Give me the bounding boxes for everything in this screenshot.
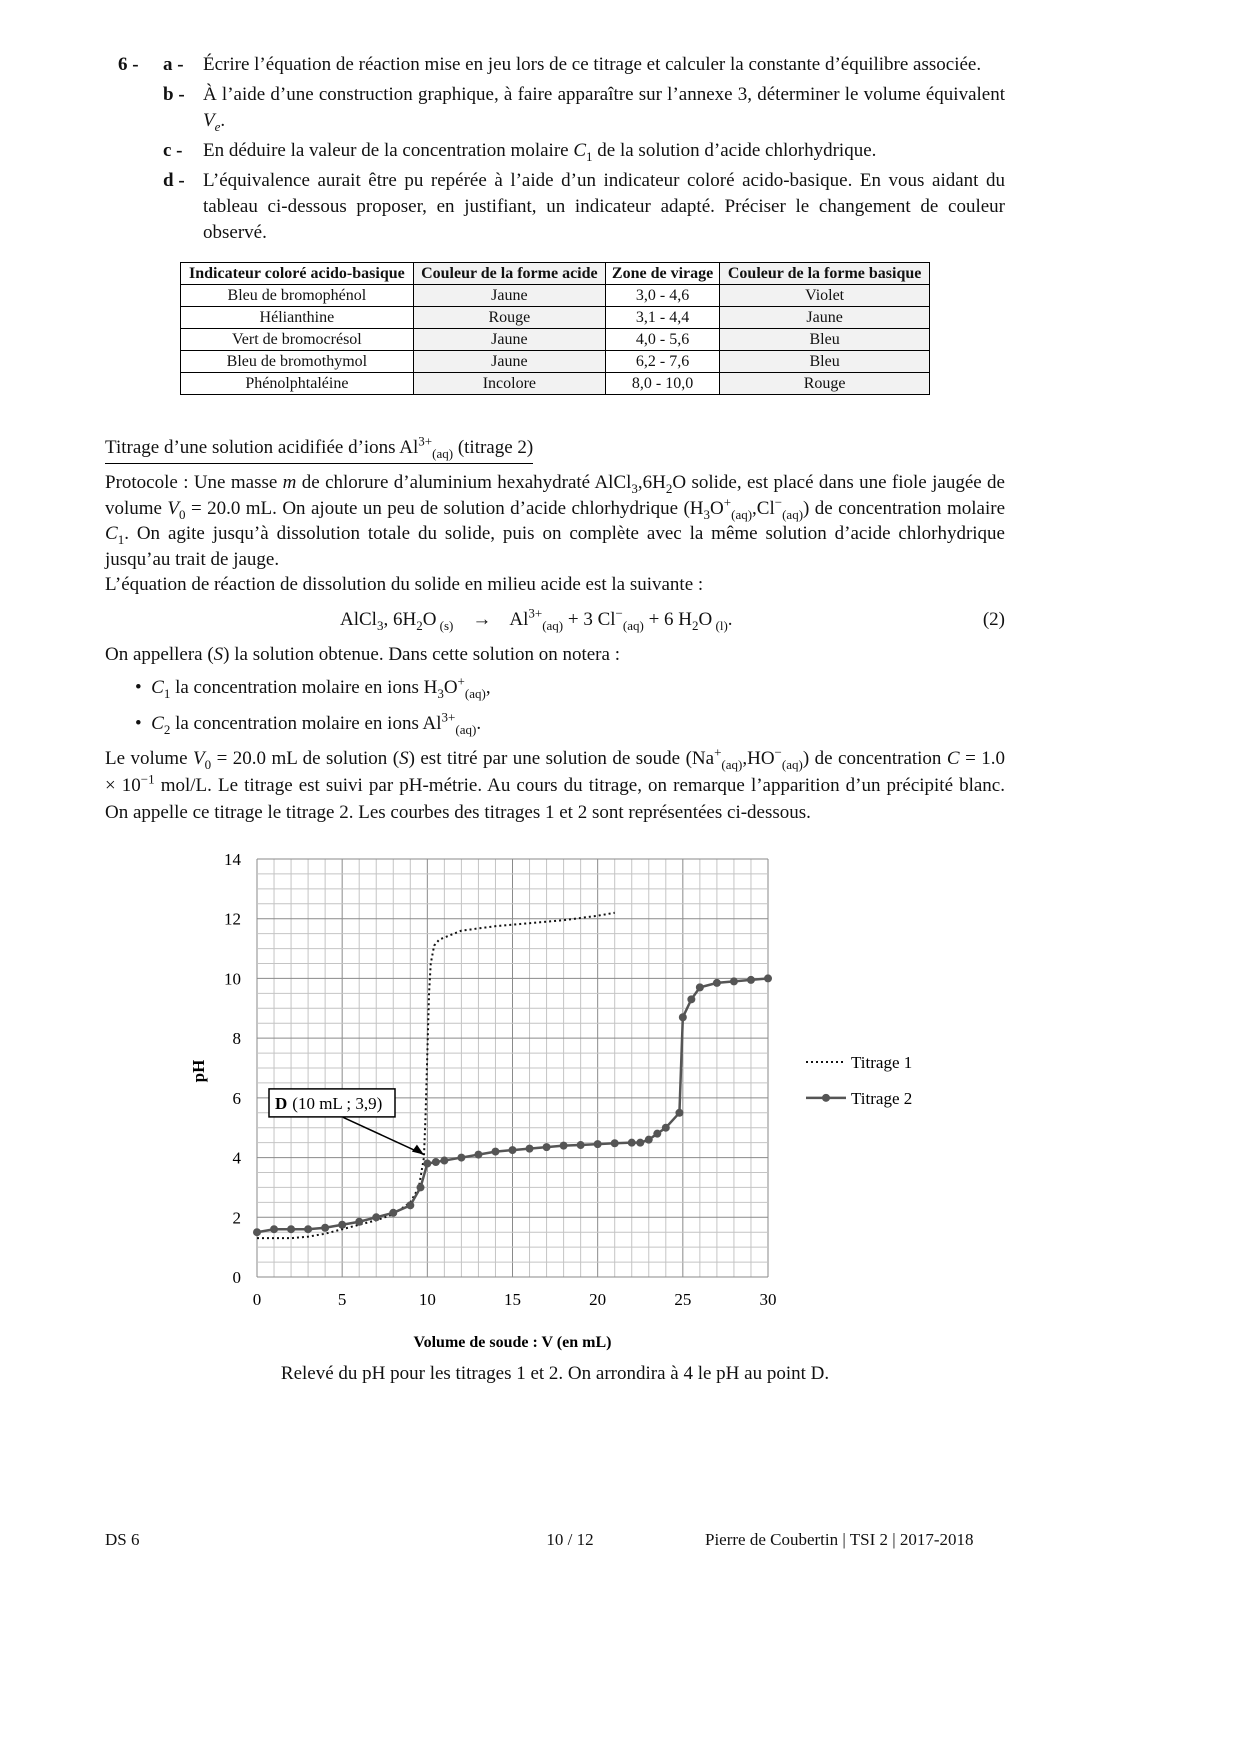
- item-text: L’équivalence aurait être pu repérée à l’aide d’un indicateur coloré acido-basique. En vous aidant du tableau ci-dessous proposer, en justifiant, un indicateur adapté. Préciser le changement de couleur observé.: [203, 170, 1005, 243]
- data-point: [560, 1142, 568, 1150]
- data-point: [355, 1218, 363, 1226]
- chart-caption: Relevé du pH pour les titrages 1 et 2. On arrondira à 4 le pH au point D.: [280, 1363, 830, 1384]
- table-cell: 3,0 - 4,6: [605, 285, 719, 307]
- data-point: [304, 1225, 312, 1233]
- question-number: 6 -: [118, 54, 139, 75]
- x-tick-label: 15: [504, 1290, 521, 1309]
- data-point: [253, 1228, 261, 1236]
- question-items: [105, 52, 1005, 246]
- item-label: c -: [163, 140, 183, 161]
- table-cell: Hélianthine: [181, 307, 414, 329]
- data-point: [747, 976, 755, 984]
- data-point: [474, 1151, 482, 1159]
- y-tick-label: 0: [232, 1268, 241, 1287]
- equation-intro: L’équation de réaction de dissolution du solide en milieu acide est la suivante :: [105, 574, 704, 595]
- table-cell: 3,1 - 4,4: [605, 307, 719, 329]
- question-number: [105, 138, 163, 164]
- data-point: [457, 1154, 465, 1162]
- data-point: [406, 1201, 414, 1209]
- x-tick-label: 0: [252, 1290, 262, 1309]
- table-cell: Bleu: [720, 351, 930, 373]
- y-tick-label: 2: [232, 1208, 241, 1228]
- data-point: [645, 1136, 653, 1144]
- table-cell: Phénolphtaléine: [181, 373, 414, 395]
- data-point: [696, 983, 704, 991]
- bullet-2: • $C_2$ la concentration molaire en ions $Al^{3+}_{(aq)}$.: [135, 709, 482, 737]
- data-point: [491, 1148, 499, 1156]
- table-row: [181, 351, 930, 373]
- question-item: [105, 82, 1005, 134]
- table-cell: 6,2 - 7,6: [605, 351, 719, 373]
- data-point: [372, 1213, 380, 1221]
- table-row: [181, 307, 930, 329]
- legend-label-titrage-2: Titrage 2: [851, 1088, 913, 1108]
- titration-paragraph: Le volume $V_0 = 20.0$ mL de solution (S) est titré par une solution de soude $(Na^+_{(aq)},HO^-_{(aq)})$ de concentration $C = 1.0 \times 10^{-1}$ mol/L. Le titrage est suivi par pH-métrie. Au cours du titrage, on remarque l’apparition d’un précipité blanc. On appelle ce titrage le titrage 2. Les courbes des titrages 1 et 2 sont représentées ci-dessous.: [105, 744, 1006, 823]
- item-text: Écrire l’équation de réaction mise en jeu lors de ce titrage et calculer la constante d’équilibre associée.: [203, 54, 982, 75]
- item-text: En déduire la valeur de la concentration molaire $C_1$ de la solution d’acide chlorhydrique.: [203, 140, 877, 164]
- data-point: [526, 1145, 534, 1153]
- table-cell: Rouge: [720, 373, 930, 395]
- y-tick-label: 10: [224, 969, 241, 989]
- data-point: [270, 1225, 278, 1233]
- item-text: À l’aide d’une construction graphique, à faire apparaître sur l’annexe 3, déterminer le volume équivalent $V_e$.: [203, 84, 1005, 134]
- legend-label-titrage-1: Titrage 1: [851, 1053, 913, 1073]
- data-point: [675, 1109, 683, 1117]
- table-cell: 4,0 - 5,6: [605, 329, 719, 351]
- y-tick-label: 12: [224, 909, 241, 929]
- data-point: [653, 1130, 661, 1138]
- table-cell: Incolore: [413, 373, 605, 395]
- data-point: [636, 1139, 644, 1147]
- data-point: [730, 977, 738, 985]
- footer-right: Pierre de Coubertin | TSI 2 | 2017-2018: [705, 1530, 974, 1549]
- y-tick-label: 4: [232, 1148, 241, 1168]
- footer-left: DS 6: [105, 1530, 140, 1549]
- data-point: [509, 1146, 517, 1154]
- data-point: [287, 1225, 295, 1233]
- page-content: [105, 52, 1005, 1385]
- data-point: [594, 1140, 602, 1148]
- table-cell: 8,0 - 10,0: [605, 373, 719, 395]
- dissolution-equation: AlCl$_3$, $6H_2O$ $_{(s)}$ → $Al^{3+}_{(aq)} + 3$ $Cl^-_{(aq)} + 6$ $H_2O$ $_{(l)}$.: [340, 605, 733, 633]
- data-point: [440, 1157, 448, 1165]
- data-point: [543, 1143, 551, 1151]
- x-tick-label: 30: [759, 1290, 777, 1309]
- data-point: [764, 974, 772, 982]
- annotation-text: (10 mL ; 3,9): [292, 1093, 383, 1113]
- titration-chart: [0, 836, 1240, 1361]
- data-point: [423, 1160, 431, 1168]
- question-item: [105, 138, 1005, 164]
- item-label: a -: [163, 54, 184, 75]
- column-header: Zone de virage: [605, 263, 719, 285]
- table-row: [181, 329, 930, 351]
- data-point: [687, 995, 695, 1003]
- data-point: [338, 1221, 346, 1229]
- y-tick-label: 6: [232, 1088, 241, 1108]
- data-point: [389, 1209, 397, 1217]
- column-header: Couleur de la forme acide: [413, 263, 605, 285]
- data-point: [611, 1139, 619, 1147]
- series-titrage-1-line: [257, 913, 615, 1238]
- notation-paragraph: On appellera (S) la solution obtenue. Dans cette solution on notera :: [105, 643, 620, 665]
- question-number: [105, 168, 163, 246]
- data-point: [679, 1013, 687, 1021]
- column-header: Couleur de la forme basique: [720, 263, 930, 285]
- chart-container: [0, 836, 1005, 1361]
- table-body: [181, 285, 930, 395]
- equation-row: [105, 606, 1005, 634]
- arrow-head-icon: [412, 1145, 424, 1155]
- data-point: [713, 979, 721, 987]
- data-point: [321, 1224, 329, 1232]
- table-cell: Vert de bromocrésol: [181, 329, 414, 351]
- table-cell: Jaune: [413, 351, 605, 373]
- annotation-label: D: [275, 1093, 288, 1113]
- table-cell: Jaune: [720, 307, 930, 329]
- x-tick-label: 5: [337, 1290, 347, 1309]
- column-header: Indicateur coloré acido-basique: [181, 263, 414, 285]
- legend-marker-titrage-2: [822, 1094, 830, 1102]
- item-label: b -: [163, 84, 185, 105]
- item-label: d -: [163, 170, 185, 191]
- table-cell: Rouge: [413, 307, 605, 329]
- table-row: [181, 373, 930, 395]
- table-cell: Jaune: [413, 285, 605, 307]
- x-tick-label: 10: [418, 1290, 436, 1309]
- table-cell: Violet: [720, 285, 930, 307]
- x-tick-label: 25: [674, 1290, 692, 1309]
- y-tick-label: 14: [224, 850, 241, 869]
- y-axis-label: pH: [189, 1059, 208, 1083]
- question-item: [105, 52, 1005, 78]
- bullet-text: $C_1$ la concentration molaire en ions $H_3O^+_{(aq)}$,: [151, 673, 491, 701]
- table-header-row: [181, 263, 930, 285]
- x-axis-label: Volume de soude : V (en mL): [413, 1334, 612, 1351]
- data-point: [432, 1158, 440, 1166]
- equation-number: (2): [982, 608, 1005, 630]
- table-cell: Jaune: [413, 329, 605, 351]
- table-row: [181, 285, 930, 307]
- data-point: [577, 1141, 585, 1149]
- page-number: 10 / 12: [546, 1530, 594, 1549]
- question-item: [105, 168, 1005, 246]
- table-cell: Bleu: [720, 329, 930, 351]
- bullet-1: • $C_1$ la concentration molaire en ions $H_3O^+_{(aq)}$,: [135, 673, 491, 701]
- data-point: [628, 1139, 636, 1147]
- protocol-paragraph: Protocole : Une masse m de chlorure d’aluminium hexahydraté $AlCl_3,6H_2O$ solide, est placé dans une fiole jaugée de volume $V_0 = 20.0$ mL. On ajoute un peu de solution d’acide chlorhydrique $(H_3O^+_{(aq)},Cl^-_{(aq)})$ de concentration molaire $C_1$. On agite jusqu’à dissolution totale du solide, puis on complète avec la même solution d’acide chlorhydrique jusqu’au trait de jauge.: [105, 472, 1005, 570]
- section-title: Titrage d’une solution acidifiée d’ions $Al^{3+}_{(aq)}$ (titrage 2): [105, 433, 533, 464]
- data-point: [417, 1183, 425, 1191]
- table-cell: Bleu de bromothymol: [181, 351, 414, 373]
- indicator-table: [180, 262, 930, 395]
- x-tick-label: 20: [589, 1290, 607, 1309]
- table-cell: Bleu de bromophénol: [181, 285, 414, 307]
- bullet-text: $C_2$ la concentration molaire en ions $Al^{3+}_{(aq)}$.: [151, 709, 482, 737]
- y-tick-label: 8: [232, 1029, 241, 1049]
- data-point: [662, 1124, 670, 1132]
- question-number: [105, 82, 163, 134]
- annotation-arrow: [343, 1117, 424, 1154]
